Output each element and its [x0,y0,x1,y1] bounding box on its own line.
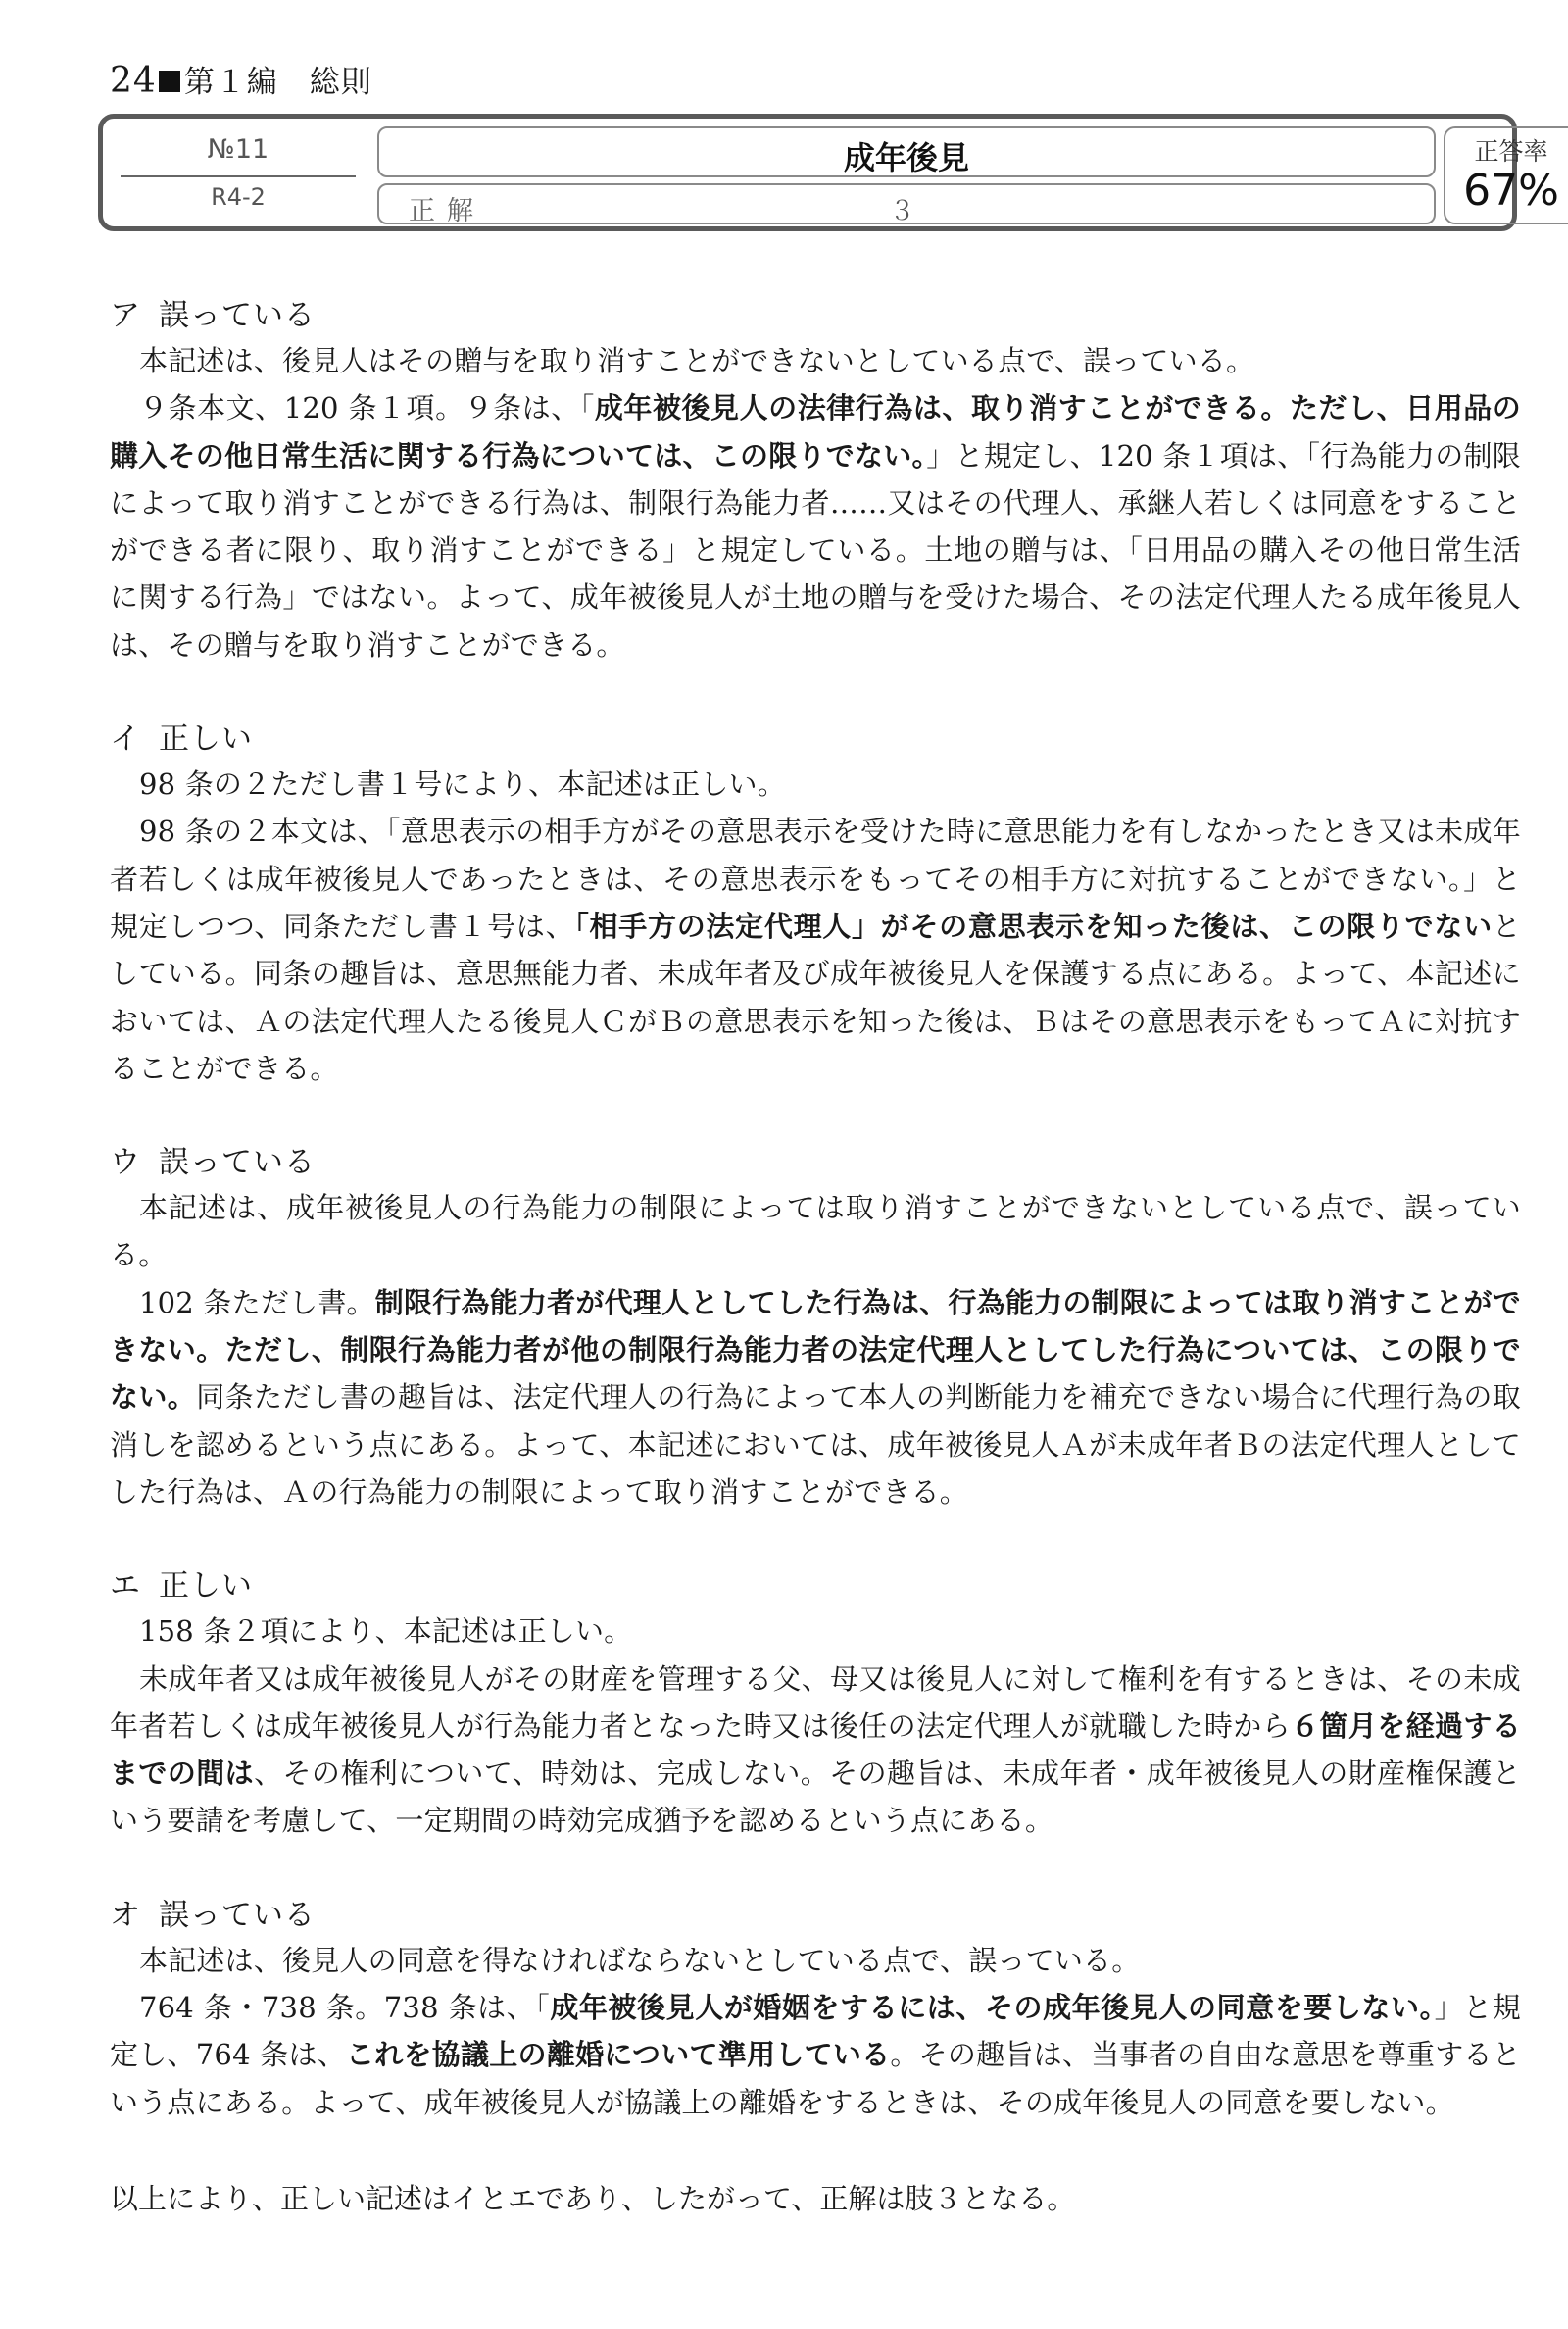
paragraph-text: 本記述は、成年被後見人の行為能力の制限によっては取り消すことができないとしている点で、誤っている。 [110,1191,1521,1272]
bold-statute-text: 制限行為能力者が代理人としてした行為は、行為能力の制限によっては取り消すことができない。ただし、制限行為能力者が他の制限行為能力者の法定代理人としてした行為については、この限りでない。 [110,1285,1521,1414]
paragraph [110,1608,1521,1655]
section-heading [110,294,1521,337]
paragraph [110,1184,1521,1279]
section-verdict: 誤っている [159,298,316,333]
section-heading [110,718,1521,761]
section-verdict: 正しい [159,1568,253,1605]
paragraph-text: 同条ただし書の趣旨は、法定代理人の行為によって本人の判断能力を補充できない場合に代理行為の取消しを認めるという点にある。よって、本記述においては、成年被後見人Ａが未成年者Ｂの法定代理人としてした行為は、Ａの行為能力の制限によって取り消すことができる。 [110,1380,1522,1509]
question-title: 成年後見 [843,139,969,176]
rate-label: 正答率 [1474,137,1548,166]
paragraph-text: としている。同条の趣旨は、意思無能力者、未成年者及び成年被後見人を保護する点にある。よって、本記述においては、Ａの法定代理人たる後見人ＣがＢの意思表示を知った後は、Ｂはその意思表示をもってＡに対抗することができる。 [110,909,1521,1085]
explanation-body [110,294,1521,2222]
bold-statute-text: 成年被後見人が婚姻をするには、その成年後見人の同意を要しない。 [550,1991,1435,2025]
question-id [121,128,356,223]
page-number: 24 [110,61,157,101]
square-mark-icon [159,71,180,92]
paragraph [110,761,1521,808]
paragraph-text: 158 条２項により、本記述は正しい。 [139,1614,633,1649]
paragraph-text: ９条本文、120 条１項。９条は、「 [139,391,595,425]
section-verdict: 誤っている [159,1897,316,1933]
paragraph [110,1937,1521,1984]
divider [121,175,356,177]
section-heading [110,1564,1521,1608]
paragraph [110,384,1521,669]
question-year: R4-2 [211,183,266,211]
paragraph-text: 102 条ただし書。 [139,1285,375,1319]
paragraph [110,808,1521,1092]
paragraph [110,1656,1521,1845]
section-verdict: 誤っている [159,1145,316,1181]
question-header-box [98,114,1559,231]
paragraph-text: 」と規定し、764 条は、 [110,1991,1522,2072]
paragraph-text: 未成年者又は成年被後見人がその財産を管理する父、母又は後見人に対して権利を有するときは、その未成年者若しくは成年被後見人が行為能力者となった時又は後任の法定代理人が就職した時から [110,1661,1521,1743]
section-marker: エ [110,1568,141,1605]
section-marker: イ [110,721,141,758]
title-band [377,126,1436,177]
bold-statute-text: 成年被後見人の法律行為は、取り消すことができる。ただし、日用品の購入その他日常生活に関する行為については、この限りでない。 [110,391,1522,472]
paragraph-text: 」と規定し、120 条１項は、「行為能力の制限によって取り消すことができる行為は、制限行為能力者……又はその代理人、承継人若しくは同意をすることができる者に限り、取り消すことができる」と規定している。土地の贈与は、「日用品の購入その他日常生活に関する行為」ではない。よって、成年被後見人が土地の贈与を受けた場合、その法定代理人たる成年後見人は、その贈与を取り消すことができる。 [110,438,1521,662]
section-5 [110,1894,1521,2126]
section-heading [110,1141,1521,1184]
paragraph-text: 。その趣旨は、当事者の自由な意思を尊重するという点にある。よって、成年被後見人が協議上の離婚をするときは、その成年後見人の同意を要しない。 [110,2038,1522,2119]
rate-value: 67% [1463,166,1559,216]
section-marker: ウ [110,1145,141,1181]
bold-statute-text: 「相手方の法定代理人」がその意思表示を知った後は、この限りでない [574,909,1493,943]
section-3 [110,1141,1521,1515]
paragraph-text: 98 条の２ただし書１号により、本記述は正しい。 [139,768,786,802]
part-title: 第１編 総則 [183,65,372,100]
paragraph [110,1984,1521,2126]
paragraph-text: 764 条・738 条。738 条は、「 [139,1991,551,2025]
bold-statute-text: ６箇月を経過するまでの間は [110,1709,1522,1791]
conclusion: 以上により、正しい記述はイとエであり、したがって、正解は肢３となる。 [110,2181,1076,2215]
section-marker: ア [110,298,141,333]
section-2 [110,718,1521,1092]
question-number: №11 [207,134,270,165]
bold-statute-text: これを協議上の離婚について準用している [346,2038,891,2072]
paragraph [110,1279,1521,1515]
section-1 [110,294,1521,669]
answer-value: ３ [889,196,915,226]
running-head [110,57,372,101]
section-verdict: 正しい [159,721,253,758]
paragraph-text: 本記述は、後見人はその贈与を取り消すことができないとしている点で、誤っている。 [139,344,1255,377]
section-4 [110,1564,1521,1844]
paragraph [110,337,1521,384]
paragraph-text: 本記述は、後見人の同意を得なければならないとしている点で、誤っている。 [139,1943,1141,1977]
section-marker: オ [110,1897,141,1933]
paragraph-text: 、その権利について、時効は、完成しない。その趣旨は、未成年者・成年被後見人の財産権保護という要請を考慮して、一定期間の時効完成猶予を認めるという点にある。 [110,1757,1521,1838]
paragraph-text: 98 条の２本文は、「意思表示の相手方がその意思表示を受けた時に意思能力を有しなかったとき又は未成年者若しくは成年被後見人であったときは、その意思表示をもってその相手方に対抗することができない。」と規定しつつ、同条ただし書１号は、 [110,815,1521,943]
section-heading [110,1894,1521,1937]
answer-label: 正解 [409,196,485,226]
answer-band [377,183,1436,224]
